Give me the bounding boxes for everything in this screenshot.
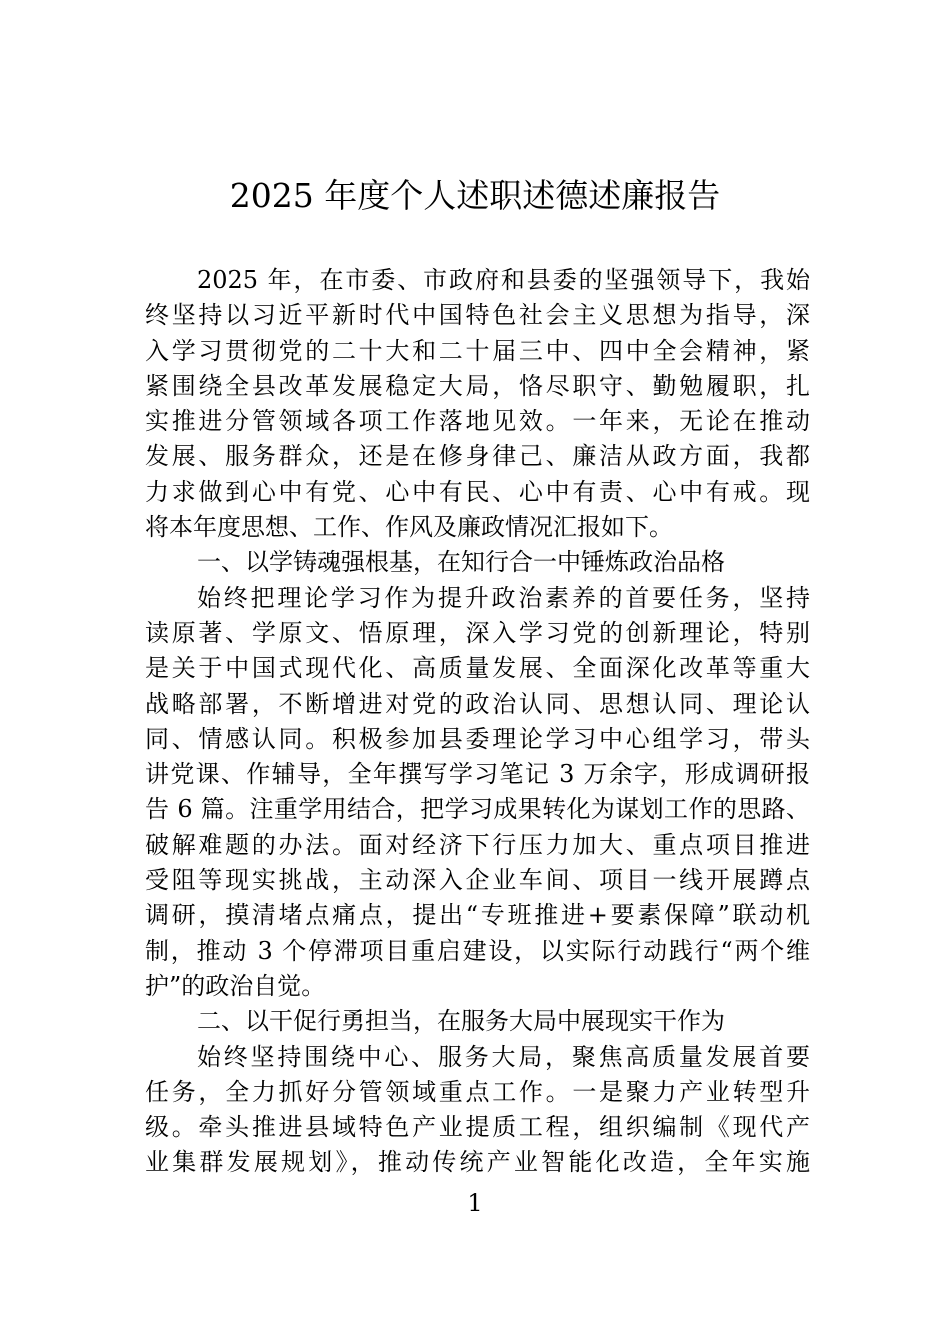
- paragraph-line: 护”的政治自觉。: [145, 971, 326, 1000]
- paragraph-line: 讲党课、作辅导，全年撰写学习笔记 3 万余字，形成调研报: [145, 760, 810, 789]
- document-title: 2025 年度个人述职述德述廉报告: [229, 176, 721, 215]
- paragraph-line: 发展、服务群众，还是在修身律己、廉洁从政方面，我都: [145, 442, 810, 471]
- paragraph-line: 读原著、学原文、悟原理，深入学习党的创新理论，特别: [145, 618, 810, 647]
- paragraph-line: 始终把理论学习作为提升政治素养的首要任务，坚持: [197, 583, 810, 612]
- paragraph-line: 是关于中国式现代化、高质量发展、全面深化改革等重大: [145, 654, 810, 683]
- paragraph-line: 紧围绕全县改革发展稳定大局，恪尽职守、勤勉履职，扎: [145, 371, 810, 400]
- paragraph-line: 战略部署，不断增进对党的政治认同、思想认同、理论认: [145, 689, 810, 718]
- paragraph-line: 实推进分管领域各项工作落地见效。一年来，无论在推动: [145, 407, 810, 436]
- paragraph-line: 同、情感认同。积极参加县委理论学习中心组学习，带头: [145, 724, 810, 753]
- paragraph-line: 告 6 篇。注重学用结合，把学习成果转化为谋划工作的思路、: [145, 795, 810, 824]
- paragraph-line: 终坚持以习近平新时代中国特色社会主义思想为指导，深: [145, 301, 810, 330]
- paragraph-line: 始终坚持围绕中心、服务大局，聚焦高质量发展首要: [197, 1042, 810, 1071]
- paragraph-line: 级。牵头推进县域特色产业提质工程，组织编制《现代产: [145, 1113, 810, 1142]
- section-heading: 一、以学铸魂强根基，在知行合一中锤炼政治品格: [197, 548, 725, 577]
- paragraph-line: 受阻等现实挑战，主动深入企业车间、项目一线开展蹲点: [145, 866, 810, 895]
- paragraph-line: 将本年度思想、工作、作风及廉政情况汇报如下。: [145, 513, 673, 542]
- paragraph-line: 力求做到心中有党、心中有民、心中有责、心中有戒。现: [145, 477, 810, 506]
- paragraph-line: 破解难题的办法。面对经济下行压力加大、重点项目推进: [145, 830, 810, 859]
- page-number: 1: [467, 1189, 483, 1217]
- section-heading: 二、以干促行勇担当，在服务大局中展现实干作为: [197, 1007, 725, 1036]
- document-body: [145, 263, 810, 1181]
- paragraph-line: 入学习贯彻党的二十大和二十届三中、四中全会精神，紧: [145, 336, 810, 365]
- paragraph-line: 制，推动 3 个停滞项目重启建设，以实际行动践行“两个维: [145, 936, 810, 965]
- paragraph-line: 调研，摸清堵点痛点，提出“专班推进+要素保障”联动机: [145, 901, 810, 930]
- paragraph-line: 业集群发展规划》，推动传统产业智能化改造，全年实施: [145, 1148, 810, 1177]
- paragraph-line: 2025 年，在市委、市政府和县委的坚强领导下，我始: [197, 266, 810, 294]
- paragraph-line: 任务，全力抓好分管领域重点工作。一是聚力产业转型升: [145, 1077, 810, 1106]
